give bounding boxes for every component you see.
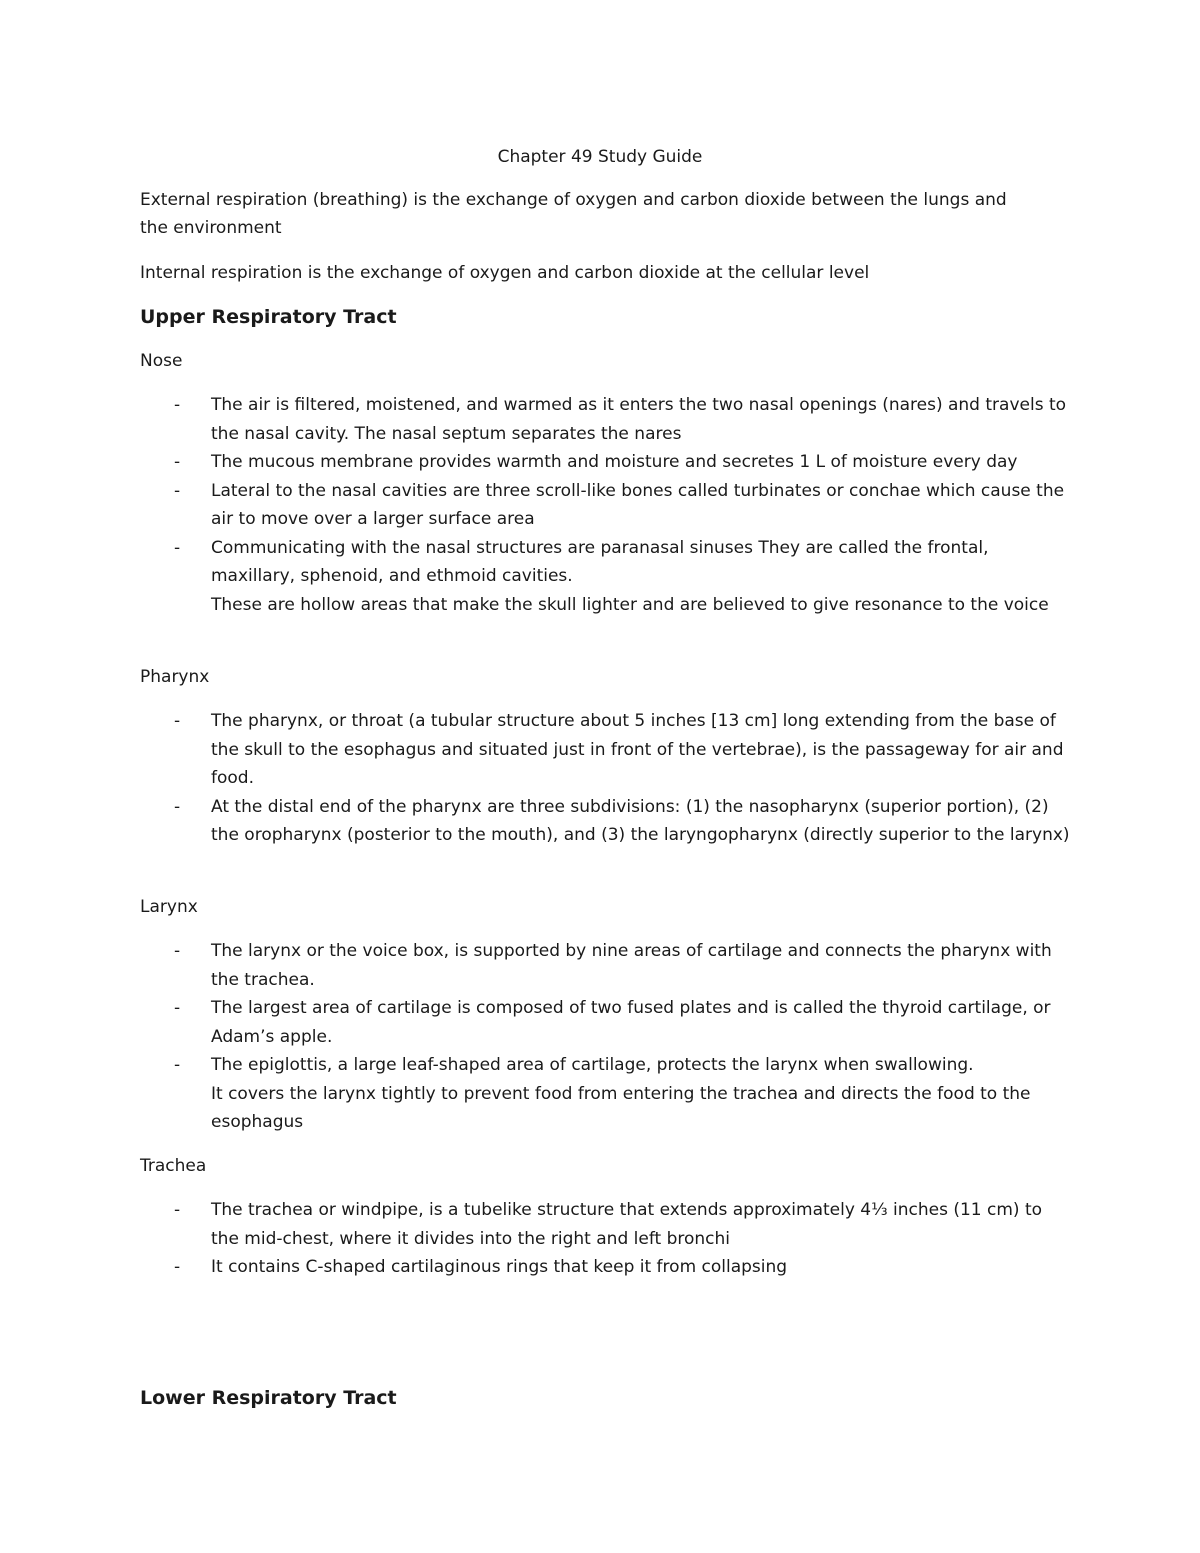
list-item (140, 477, 1070, 534)
bullet-text: The larynx or the voice box, is supported by nine areas of cartilage and connects the pharynx with the trachea. (211, 941, 1052, 990)
list-item-continuation (140, 1080, 1070, 1137)
bullet-text: These are hollow areas that make the skull lighter and are believed to give resonance to the voice (211, 594, 1049, 615)
list-item (140, 937, 1070, 994)
list-item (140, 534, 1070, 591)
lower-respiratory-heading: Lower Respiratory Tract (140, 1387, 397, 1409)
bullet-text: The pharynx, or throat (a tubular structure about 5 inches [13 cm] long extending from the base of the skull to the esophagus and situated just in front of the vertebrae), is the passageway for air and food. (211, 711, 1064, 788)
list-item (140, 391, 1070, 448)
list-item (140, 1253, 1070, 1282)
dash-marker: - (174, 711, 181, 731)
intro-line-2: the environment (140, 218, 282, 238)
dash-marker: - (174, 1257, 181, 1277)
bullet-text: At the distal end of the pharynx are three subdivisions: (1) the nasopharynx (superior portion), (2) the oropharynx (posterior to the mouth), and (3) the laryngopharynx (directly superior to the larynx) (211, 796, 1070, 845)
list-item (140, 994, 1070, 1051)
bullet-text: The epiglottis, a large leaf-shaped area of cartilage, protects the larynx when swallowing. (211, 1055, 974, 1075)
nose-bullets (140, 391, 1070, 619)
dash-marker: - (174, 480, 181, 501)
dash-marker: - (174, 998, 181, 1018)
list-item (140, 793, 1070, 850)
bullet-text: The trachea or windpipe, is a tubelike structure that extends approximately 4⅓ inches (11 cm) to the mid-chest, where it divides into the right and left bronchi (211, 1200, 1043, 1249)
bullet-text: It contains C-shaped cartilaginous rings that keep it from collapsing (211, 1257, 788, 1277)
dash-marker: - (174, 395, 181, 415)
bullet-text: The largest area of cartilage is composed of two fused plates and is called the thyroid cartilage, or Adam’s apple. (211, 998, 1051, 1047)
dash-marker: - (174, 941, 181, 961)
section-title-pharynx: Pharynx (140, 667, 210, 687)
list-item (140, 448, 1070, 477)
dash-marker: - (174, 537, 181, 558)
list-item-continuation (140, 591, 1070, 620)
bullet-text: Lateral to the nasal cavities are three scroll-like bones called turbinates or conchae which cause the air to move over a larger surface area (211, 480, 1065, 529)
section-title-nose: Nose (140, 351, 183, 371)
bullet-text: The air is filtered, moistened, and warmed as it enters the two nasal openings (nares) and travels to the nasal cavity. The nasal septum separates the nares (211, 395, 1067, 444)
page-title: Chapter 49 Study Guide (497, 147, 703, 167)
dash-marker: - (174, 1200, 181, 1220)
upper-respiratory-heading: Upper Respiratory Tract (140, 306, 397, 328)
intro-line-1: External respiration (breathing) is the exchange of oxygen and carbon dioxide between the lungs and (140, 190, 1007, 210)
list-item (140, 1051, 1070, 1080)
bullet-text: It covers the larynx tightly to prevent food from entering the trachea and directs the food to the esophagus (211, 1083, 1031, 1132)
intro-line-3: Internal respiration is the exchange of oxygen and carbon dioxide at the cellular level (140, 263, 870, 283)
dash-marker: - (174, 452, 181, 472)
bullet-text: The mucous membrane provides warmth and moisture and secretes 1 L of moisture every day (211, 452, 1018, 472)
trachea-bullets (140, 1196, 1070, 1282)
section-title-larynx: Larynx (140, 897, 198, 917)
dash-marker: - (174, 1055, 181, 1075)
list-item (140, 707, 1070, 793)
list-item (140, 1196, 1070, 1253)
pharynx-bullets (140, 707, 1070, 850)
dash-marker: - (174, 796, 181, 817)
section-title-trachea: Trachea (140, 1156, 207, 1176)
bullet-text: Communicating with the nasal structures are paranasal sinuses They are called the frontal, maxillary, sphenoid, and ethmoid cavities. (211, 537, 989, 586)
larynx-bullets (140, 937, 1070, 1137)
